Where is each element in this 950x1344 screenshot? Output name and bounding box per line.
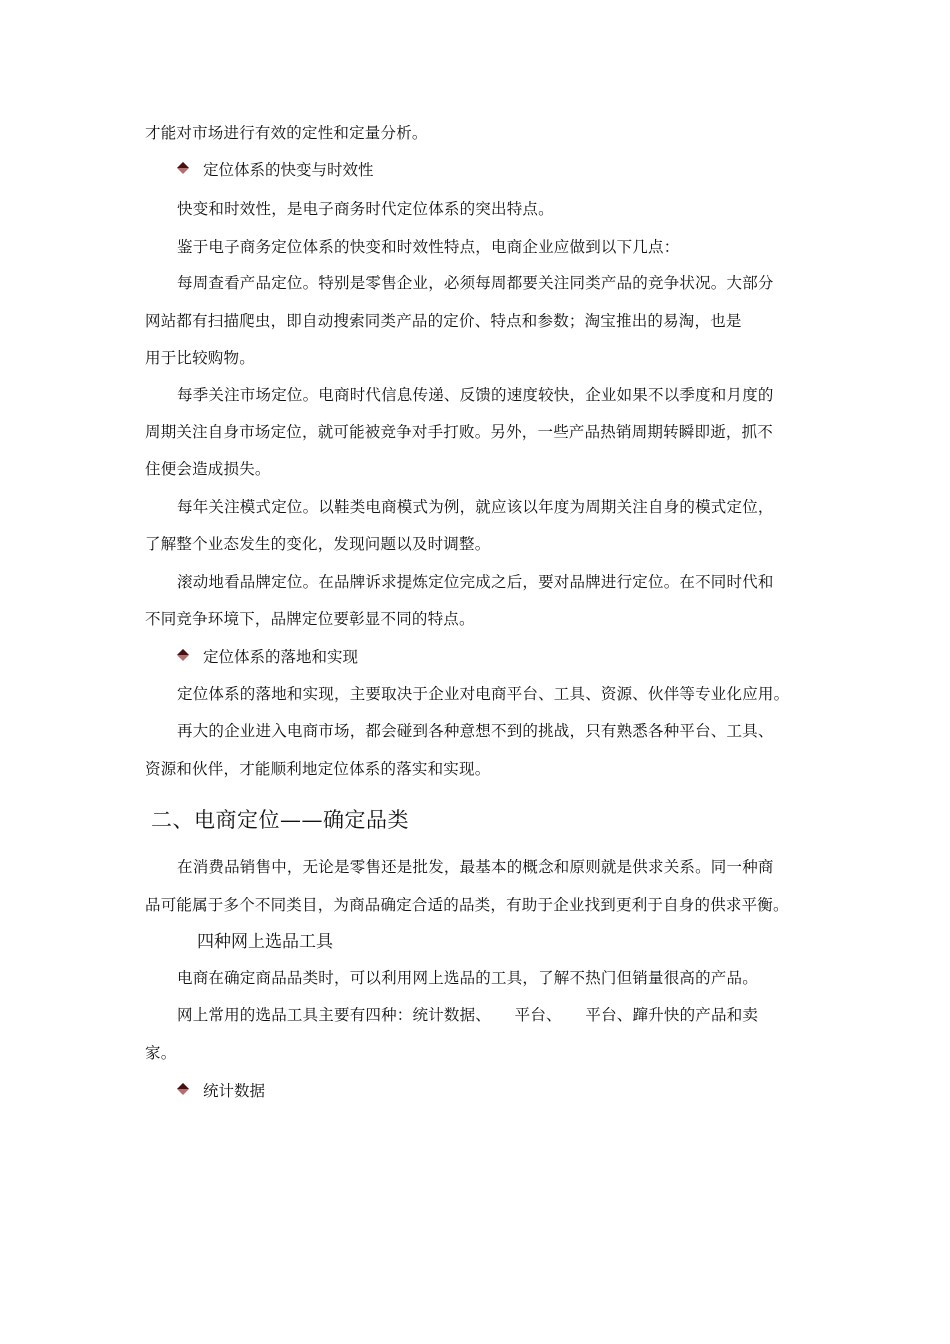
diamond-bullet-icon <box>177 649 189 661</box>
paragraph-line: 网站都有扫描爬虫，即自动搜索同类产品的定价、特点和参数；淘宝推出的易淘，也是 <box>145 312 742 330</box>
paragraph-line: 住便会造成损失。 <box>145 460 271 478</box>
paragraph-line: 在消费品销售中，无论是零售还是批发，最基本的概念和原则就是供求关系。同一种商 <box>177 858 774 876</box>
diamond-bullet-icon <box>177 1083 189 1095</box>
section-heading: 二、电商定位——确定品类 <box>151 808 409 832</box>
bullet-label: 统计数据 <box>203 1082 266 1100</box>
paragraph-line: 每周查看产品定位。特别是零售企业，必须每周都要关注同类产品的竞争状况。大部分 <box>177 274 774 292</box>
paragraph-line: 周期关注自身市场定位，就可能被竞争对手打败。另外，一些产品热销周期转瞬即逝，抓不 <box>145 423 774 441</box>
bullet-heading <box>177 159 374 181</box>
bullet-heading <box>177 646 358 668</box>
bullet-heading <box>177 1080 265 1102</box>
paragraph-line: 电商在确定商品品类时，可以利用网上选品的工具，了解不热门但销量很高的产品。 <box>177 969 758 987</box>
paragraph-line: 再大的企业进入电商市场，都会碰到各种意想不到的挑战，只有熟悉各种平台、工具、 <box>177 722 774 740</box>
sub-heading: 四种网上选品工具 <box>197 932 333 952</box>
paragraph-line: 网上常用的选品工具主要有四种：统计数据、 平台、 平台、蹿升快的产品和卖 <box>177 1006 759 1024</box>
paragraph-line: 快变和时效性，是电子商务时代定位体系的突出特点。 <box>177 200 554 218</box>
paragraph-line: 了解整个业态发生的变化，发现问题以及时调整。 <box>145 535 491 553</box>
paragraph-line: 才能对市场进行有效的定性和定量分析。 <box>145 124 428 142</box>
diamond-bullet-icon <box>177 162 189 174</box>
paragraph-line: 每季关注市场定位。电商时代信息传递、反馈的速度较快，企业如果不以季度和月度的 <box>177 386 774 404</box>
paragraph-line: 用于比较购物。 <box>145 349 255 367</box>
paragraph-line: 定位体系的落地和实现，主要取决于企业对电商平台、工具、资源、伙伴等专业化应用。 <box>177 685 790 703</box>
paragraph-line: 每年关注模式定位。以鞋类电商模式为例，就应该以年度为周期关注自身的模式定位， <box>177 498 774 516</box>
bullet-label: 定位体系的快变与时效性 <box>203 161 374 179</box>
bullet-label: 定位体系的落地和实现 <box>203 648 359 666</box>
paragraph-line: 品可能属于多个不同类目，为商品确定合适的品类，有助于企业找到更利于自身的供求平衡。 <box>145 896 789 914</box>
paragraph-line: 滚动地看品牌定位。在品牌诉求提炼定位完成之后，要对品牌进行定位。在不同时代和 <box>177 573 774 591</box>
paragraph-line: 不同竞争环境下，品牌定位要彰显不同的特点。 <box>145 610 475 628</box>
paragraph-line: 鉴于电子商务定位体系的快变和时效性特点，电商企业应做到以下几点： <box>177 238 680 256</box>
paragraph-line: 家。 <box>145 1044 177 1062</box>
paragraph-line: 资源和伙伴，才能顺利地定位体系的落实和实现。 <box>145 760 491 778</box>
